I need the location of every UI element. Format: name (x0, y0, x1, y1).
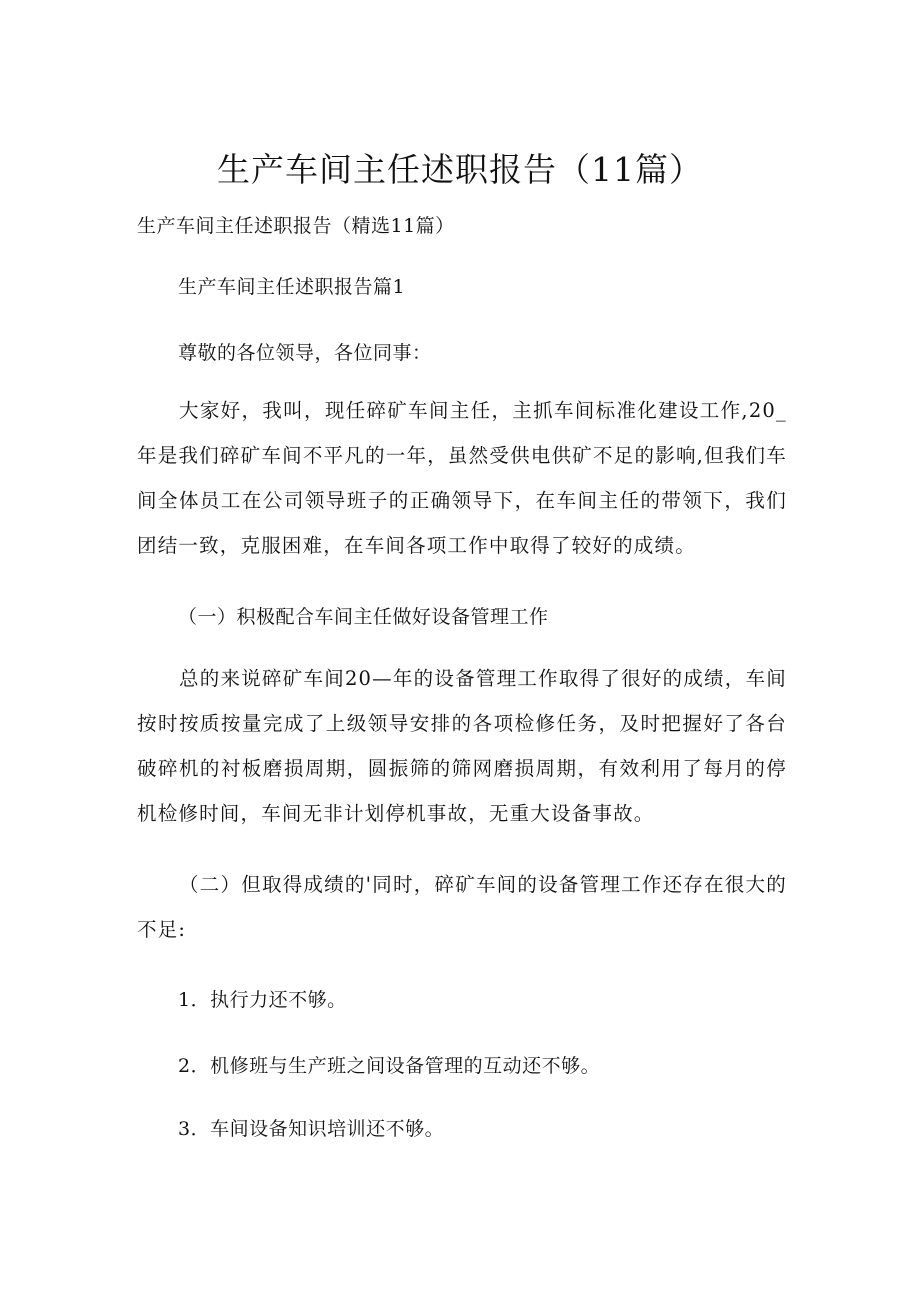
body-paragraph-3: （二）但取得成绩的'同时，碎矿车间的设备管理工作还存在很大的不足: (137, 873, 787, 941)
salutation: 尊敬的各位领导，各位同事： (178, 342, 432, 364)
document-title: 生产车间主任述职报告（11篇） (217, 150, 703, 189)
list-item-2: 2．机修班与生产班之间设备管理的互动还不够。 (178, 1055, 601, 1077)
body-paragraph-2: 总的来说碎矿车间20—年的设备管理工作取得了很好的成绩，车间按时按质按量完成了上级领导安排的各项检修任务，及时把握好了各台破碎机的衬板磨损周期，圆振筛的筛网磨损周期，有效利用了每月的停机检修时间，车间无非计划停机事故，无重大设备事故。 (137, 667, 787, 825)
body-paragraph-1: 大家好，我叫，现任碎矿车间主任，主抓车间标准化建设工作,20_年是我们碎矿车间不平凡的一年，虽然受供电供矿不足的影响,但我们车间全体员工在公司领导班子的正确领导下，在车间主任的带领下，我们团结一致，克服困难，在车间各项工作中取得了较好的成绩。 (137, 399, 787, 557)
section-heading: 生产车间主任述职报告篇1 (178, 276, 406, 298)
list-item-1: 1．执行力还不够。 (178, 989, 347, 1011)
subsection-heading-1: （一）积极配合车间主任做好设备管理工作 (178, 606, 549, 628)
list-item-3: 3．车间设备知识培训还不够。 (178, 1118, 445, 1140)
document-subtitle: 生产车间主任述职报告（精选11篇） (137, 215, 455, 237)
